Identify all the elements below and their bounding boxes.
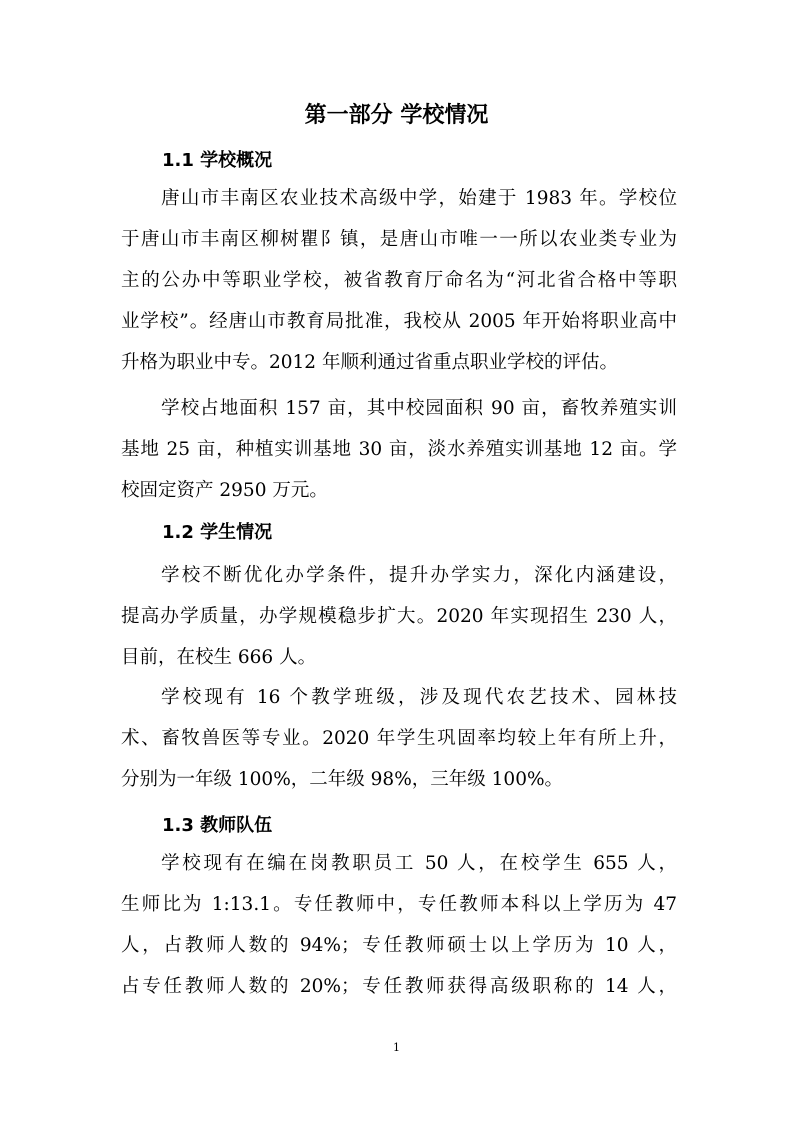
paragraph-enrollment	[121, 555, 677, 678]
paragraph-line: 占专任教师人数的 20%；专任教师获得高级职称的 14 人，	[121, 976, 677, 997]
section-heading-teaching-staff: 1.3 教师队伍	[162, 815, 273, 836]
paragraph-teachers	[121, 843, 677, 1007]
section-heading-student-info: 1.2 学生情况	[162, 522, 273, 543]
paragraph-line: 校固定资产 2950 万元。	[121, 480, 328, 501]
paragraph-line: 学校占地面积 157 亩，其中校园面积 90 亩，畜牧养殖实训	[161, 398, 677, 419]
paragraph-school-history	[121, 178, 677, 383]
paragraph-line: 学校不断优化办学条件，提升办学实力，深化内涵建设，	[161, 565, 677, 586]
paragraph-classes	[121, 677, 677, 800]
page-title: 第一部分 学校情况	[304, 103, 489, 128]
paragraph-line: 升格为职业中专。2012 年顺利通过省重点职业学校的评估。	[121, 352, 618, 373]
paragraph-line: 基地 25 亩，种植实训基地 30 亩，淡水养殖实训基地 12 亩。学	[121, 439, 677, 460]
paragraph-line: 学校现有 16 个教学班级，涉及现代农艺技术、园林技	[161, 687, 677, 708]
paragraph-line: 人，占教师人数的 94%；专任教师硕士以上学历为 10 人，	[121, 935, 677, 956]
paragraph-line: 主的公办中等职业学校，被省教育厅命名为“河北省合格中等职	[121, 270, 677, 291]
paragraph-line: 目前，在校生 666 人。	[121, 647, 317, 668]
page-number: 1	[393, 1041, 400, 1054]
paragraph-line: 业学校”。经唐山市教育局批准，我校从 2005 年开始将职业高中	[121, 311, 677, 332]
paragraph-school-area	[121, 388, 677, 511]
section-heading-school-overview: 1.1 学校概况	[162, 150, 273, 171]
paragraph-line: 生师比为 1:13.1。专任教师中，专任教师本科以上学历为 47	[121, 894, 677, 915]
paragraph-line: 提高办学质量，办学规模稳步扩大。2020 年实现招生 230 人，	[121, 606, 677, 627]
paragraph-line: 术、畜牧兽医等专业。2020 年学生巩固率均较上年有所上升，	[121, 728, 677, 749]
paragraph-line: 分别为一年级 100%，二年级 98%，三年级 100%。	[121, 769, 564, 790]
paragraph-line: 学校现有在编在岗教职员工 50 人，在校学生 655 人，	[161, 853, 677, 874]
paragraph-line: 于唐山市丰南区柳树瞿阝镇，是唐山市唯一一所以农业类专业为	[121, 229, 677, 250]
paragraph-line: 唐山市丰南区农业技术高级中学，始建于 1983 年。学校位	[161, 188, 677, 209]
